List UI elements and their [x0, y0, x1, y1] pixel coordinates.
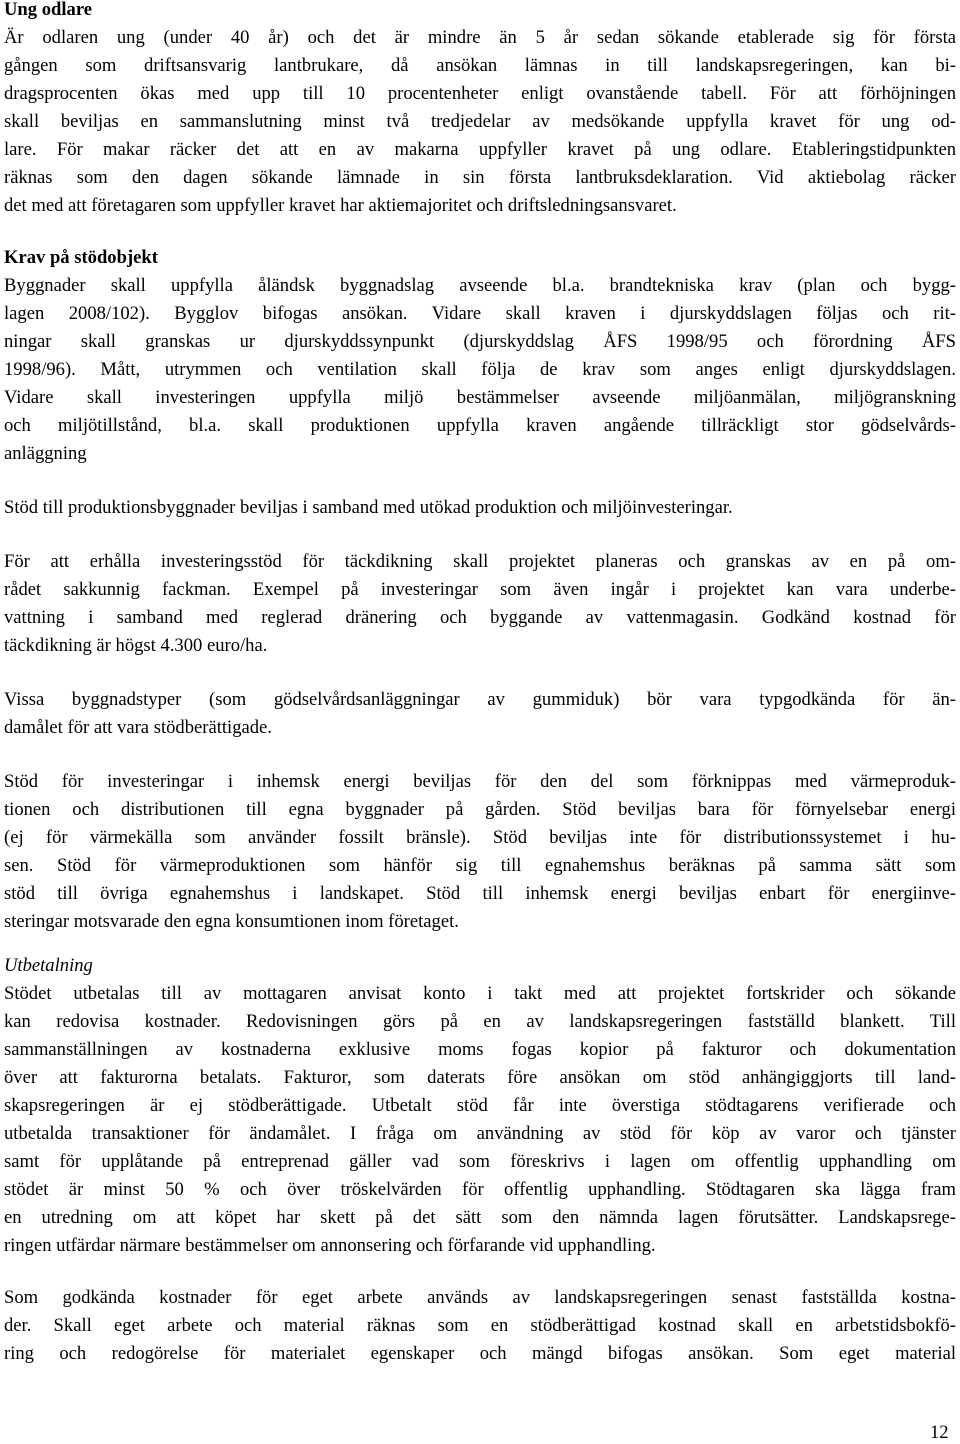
paragraph-line: Stöd för investeringar i inhemsk energi beviljas för den del som förknippas med värmeproduk-	[4, 771, 956, 792]
paragraph-line: ring och redogörelse för materialet egenskaper och mängd bifogas ansökan. Som eget material	[4, 1343, 956, 1364]
paragraph-line: Vissa byggnadstyper (som gödselvårdsanläggningar av gummiduk) bör vara typgodkända för än-	[4, 689, 956, 710]
paragraph-line: der. Skall eget arbete och material räknas som en stödberättigad kostnad skall en arbetstidsbokfö-	[4, 1315, 956, 1336]
paragraph-line: rådet sakkunnig fackman. Exempel på investeringar som även ingår i projektet kan vara underbe-	[4, 579, 956, 600]
paragraph-line: 1998/96). Mått, utrymmen och ventilation skall följa de krav som anges enligt djurskyddslagen.	[4, 359, 956, 380]
paragraph-line: räknas som den dagen sökande lämnade in sin första lantbruksdeklaration. Vid aktiebolag räcker	[4, 167, 956, 188]
paragraph-line: en utredning om att köpet har skett på det sätt som den nämnda lagen förutsätter. Landskapsrege-	[4, 1207, 956, 1228]
paragraph-line: gången som driftsansvarig lantbrukare, då ansökan lämnas in till landskapsregeringen, kan bi-	[4, 55, 956, 76]
paragraph-line: vattning i samband med reglerad dränering och byggande av vattenmagasin. Godkänd kostnad för	[4, 607, 956, 628]
paragraph-line: skall beviljas en sammanslutning minst två tredjedelar av medsökande uppfylla kravet för ung od-	[4, 111, 956, 132]
paragraph-line: Vidare skall investeringen uppfylla miljö bestämmelser avseende miljöanmälan, miljögranskning	[4, 387, 956, 408]
paragraph-line: sammanställningen av kostnaderna exklusive moms fogas kopior på fakturor och dokumentation	[4, 1039, 956, 1060]
paragraph-line: dragsprocenten ökas med upp till 10 procentenheter enligt ovanstående tabell. För att förhöjningen	[4, 83, 956, 104]
paragraph-line: kan redovisa kostnader. Redovisningen görs på en av landskapsregeringen fastställd blankett. Till	[4, 1011, 956, 1032]
paragraph-line: det med att företagaren som uppfyller kravet har aktiemajoritet och driftsledningsansvaret.	[4, 195, 677, 216]
paragraph-line: steringar motsvarade den egna konsumtionen inom företaget.	[4, 911, 459, 932]
paragraph-line: Byggnader skall uppfylla åländsk byggnadslag avseende bl.a. brandtekniska krav (plan och bygg-	[4, 275, 956, 296]
paragraph-line: lagen 2008/102). Bygglov bifogas ansökan. Vidare skall kraven i djurskyddslagen följas och rit-	[4, 303, 956, 324]
paragraph-line: anläggning	[4, 443, 87, 464]
paragraph-line: Som godkända kostnader för eget arbete används av landskapsregeringen senast fastställda kostna-	[4, 1287, 956, 1308]
heading-utbetalning: Utbetalning	[4, 955, 93, 976]
paragraph-line: stöd till övriga egnahemshus i landskapet. Stöd till inhemsk energi beviljas enbart för energiinve-	[4, 883, 956, 904]
paragraph-line: (ej för värmekälla som använder fossilt bränsle). Stöd beviljas inte för distributionssystemet i hu-	[4, 827, 956, 848]
paragraph-line: och miljötillstånd, bl.a. skall produktionen uppfylla kraven angående tillräckligt stor gödselvårds-	[4, 415, 956, 436]
paragraph-line: Stöd till produktionsbyggnader beviljas i samband med utökad produktion och miljöinvesteringar.	[4, 497, 733, 518]
heading-ung-odlare: Ung odlare	[4, 0, 92, 20]
paragraph-line: ningar skall granskas ur djurskyddssynpunkt (djurskyddslag ÅFS 1998/95 och förordning ÅFS	[4, 331, 956, 352]
paragraph-line: Är odlaren ung (under 40 år) och det är mindre än 5 år sedan sökande etablerade sig för första	[4, 27, 956, 48]
paragraph-line: Stödet utbetalas till av mottagaren anvisat konto i takt med att projektet fortskrider och sökande	[4, 983, 956, 1004]
paragraph-line: ringen utfärdar närmare bestämmelser om annonsering och förfarande vid upphandling.	[4, 1235, 656, 1256]
paragraph-line: För att erhålla investeringsstöd för täckdikning skall projektet planeras och granskas av en på om-	[4, 551, 956, 572]
paragraph-line: tionen och distributionen till egna byggnader på gården. Stöd beviljas bara för förnyelsebar energi	[4, 799, 956, 820]
paragraph-line: över att fakturorna betalats. Fakturor, som daterats före ansökan om stöd anhängiggjorts till land-	[4, 1067, 956, 1088]
paragraph-line: samt för upplåtande på entreprenad gäller vad som föreskrivs i lagen om offentlig upphandling om	[4, 1151, 956, 1172]
paragraph-line: täckdikning är högst 4.300 euro/ha.	[4, 635, 268, 656]
paragraph-line: skapsregeringen är ej stödberättigade. Utbetalt stöd får inte överstiga stödtagarens verifierade och	[4, 1095, 956, 1116]
paragraph-line: stödet är minst 50 % och över tröskelvärden för offentlig upphandling. Stödtagaren ska lägga fram	[4, 1179, 956, 1200]
paragraph-line: damålet för att vara stödberättigade.	[4, 717, 272, 738]
paragraph-line: utbetalda transaktioner för ändamålet. I fråga om användning av stöd för köp av varor och tjänster	[4, 1123, 956, 1144]
paragraph-line: lare. För makar räcker det att en av makarna uppfyller kravet på ung odlare. Etableringstidpunkten	[4, 139, 956, 160]
page-number: 12	[930, 1422, 949, 1443]
heading-krav-pa-stodobjekt: Krav på stödobjekt	[4, 247, 158, 268]
paragraph-line: sen. Stöd för värmeproduktionen som hänför sig till egnahemshus beräknas på samma sätt som	[4, 855, 956, 876]
